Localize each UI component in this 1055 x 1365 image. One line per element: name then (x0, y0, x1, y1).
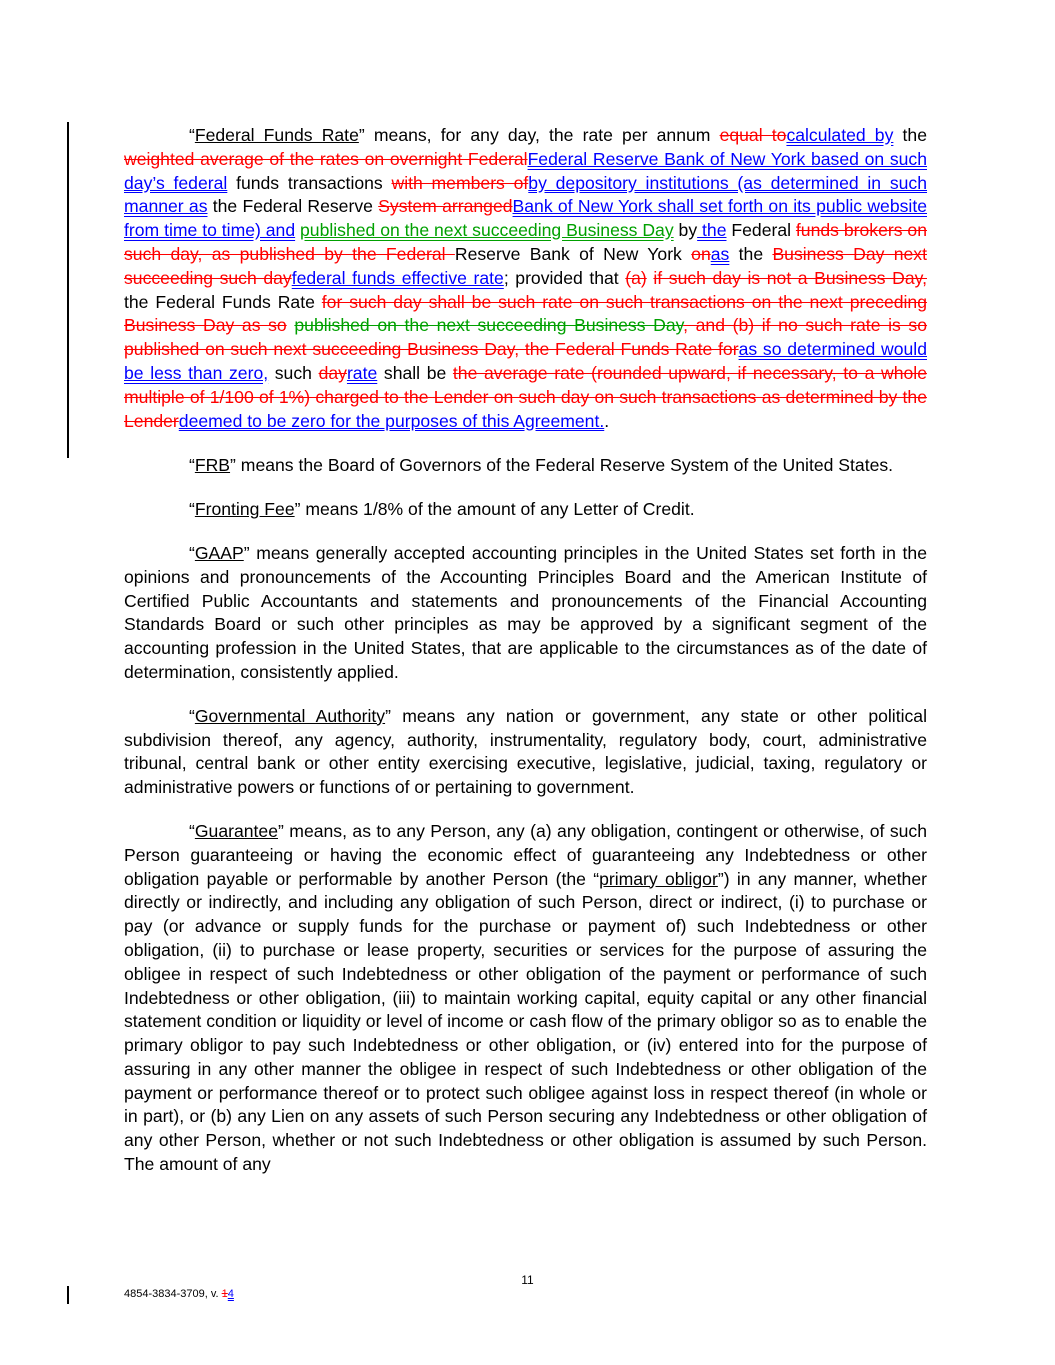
inserted-text: rate (346, 362, 378, 383)
text-run: Federal (726, 220, 796, 241)
deleted-text: Business Day next succeeding such day (124, 243, 927, 288)
deleted-text: System arranged (378, 196, 513, 217)
text-run: ” means, as to any Person, any (a) any obligation, contingent or otherwise, of such Person guaranteeing or having the economic effect of guaranteeing any Indebtedness or other obligation payable or performable by another Person (the “ (124, 820, 927, 889)
inserted-text: as (710, 243, 730, 264)
deleted-text: weighted average of the rates on overnight Federal (124, 148, 528, 169)
text-run: the Federal Reserve (207, 196, 379, 217)
text-run: ”) in any manner, whether directly or indirectly, and including any obligation of such Person, direct or indirect, (i) to purchase or pay (or advance or supply funds for the purchase or payment of) such Indebtedness or other obligation, (ii) to purchase or lease property, securities or services for the purpose of assuring the obligee in respect of such Indebtedness or other obligation of the payment or performance of such Indebtedness or other obligation, (iii) to maintain working capital, equity capital or any other financial statement condition or liquidity or level of income or cash flow of the primary obligor so as to enable the primary obligor to pay such Indebtedness or other obligation, or (iv) entered into for the purpose of assuring in any other manner the obligee in respect of such Indebtedness or other obligation of the payment or performance thereof or to protect such obligee against loss in respect thereof (in whole or in part), or (b) any Lien on any assets of such Person securing any Indebtedness or other obligation of any other Person, whether or not such Indebtedness or other obligation is assumed by such Person. The amount of any (124, 868, 927, 1175)
text-run: shall be (377, 362, 453, 383)
defined-term: Guarantee (194, 820, 279, 841)
text-run: “ (189, 499, 195, 520)
defined-term: Governmental Authority (194, 705, 386, 726)
moved-text: published on the next succeeding Business Day (300, 220, 674, 241)
text-run: funds transactions (227, 172, 392, 193)
defined-term: Fronting Fee (194, 499, 295, 520)
version-inserted: 4 (227, 1288, 234, 1300)
text-run: ” means the Board of Governors of the Federal Reserve System of the United States. (230, 455, 894, 476)
deleted-text: equal to (719, 125, 787, 145)
text-run: by (673, 220, 698, 241)
definition-gaap (124, 542, 927, 685)
deleted-text: the average rate (rounded upward, if necessary, to a whole multiple of 1/100 of 1%) charged to the Lender on such day on such transactions as determined by the Lender (124, 362, 927, 431)
deleted-text: funds brokers on such day, as published by the Federal (124, 220, 927, 264)
text-run: ” means 1/8% of the amount of any Letter of Credit. (294, 499, 695, 520)
definition-fronting-fee (124, 498, 927, 522)
deleted-text: for such day shall be such rate on such transactions on the next preceding Business Day as so (124, 291, 927, 336)
text-run: “ (189, 705, 195, 726)
defined-term: Federal Funds Rate (194, 125, 359, 145)
defined-term: GAAP (194, 542, 244, 563)
moved-from-text: published on the next succeeding Business Day (294, 315, 684, 336)
text-run: . (604, 410, 610, 431)
definition-federal-funds-rate (124, 124, 927, 433)
text-run: “ (189, 125, 195, 145)
version-deleted: 1 (221, 1288, 228, 1300)
text-run: “ (189, 455, 195, 476)
text-run: ; provided that (503, 267, 626, 288)
text-run: “ (189, 820, 195, 841)
definition-frb (124, 454, 927, 478)
deleted-text: on (691, 243, 711, 264)
text-run: ” means, for any day, the rate per annum (358, 125, 720, 145)
text-run: such (268, 362, 319, 383)
deleted-text: if such day is not a Business Day, (653, 267, 927, 288)
inserted-text: Federal Reserve Bank of New York based on such day’s federal (124, 148, 927, 193)
change-bar (67, 122, 69, 458)
text-run: Reserve Bank of New York (454, 243, 692, 264)
deleted-text: (a) (625, 267, 647, 288)
deleted-text: with members of (391, 172, 529, 193)
text-run: the (729, 243, 773, 264)
text-run: the (893, 125, 927, 145)
definition-governmental-authority (124, 705, 927, 800)
footer-change-bar (67, 1286, 69, 1304)
definition-guarantee (124, 820, 927, 1177)
deleted-text: day (318, 362, 347, 383)
text-run: ” means generally accepted accounting principles in the United States set forth in the opinions and pronouncements of the Accounting Principles Board and the American Institute of Certified Public Accountants and statements and pronouncements of the Financial Accounting Standards Board or such other principles as may be approved by a significant segment of the accounting profession in the United States, that are applicable to the circumstances as of the date of determination, consistently applied. (124, 542, 927, 682)
inserted-text: by depository institutions (as determined in such manner as (124, 172, 928, 217)
inserted-text: as so determined would be less than zero, (124, 339, 927, 383)
inserted-text: deemed to be zero for the purposes of this Agreement. (178, 410, 605, 431)
inserted-text: federal funds effective rate (291, 267, 504, 288)
inserted-text: Bank of New York shall set forth on its public website from time to time) and (124, 196, 927, 241)
inserted-text: the (697, 220, 727, 241)
page-number: 11 (521, 1273, 534, 1287)
inserted-text: calculated by (786, 125, 894, 145)
document-id-prefix: 4854-3834-3709, v. (124, 1288, 222, 1300)
document-body (124, 124, 927, 1197)
text-run: ” means any nation or government, any state or other political subdivision thereof, any agency, authority, instrumentality, regulatory body, court, administrative tribunal, central bank or other entity exercising executive, legislative, judicial, taxing, regulatory or administrative powers or functions of or pertaining to government. (124, 705, 927, 798)
defined-term: primary obligor (599, 868, 718, 889)
document-id (124, 1288, 234, 1300)
defined-term: FRB (194, 455, 231, 476)
text-run: “ (189, 542, 195, 563)
deleted-text: , and (b) if no such rate is so published on such next succeeding Business Day, the Federal Funds Rate for (124, 315, 928, 360)
text-run: the Federal Funds Rate (124, 291, 322, 312)
